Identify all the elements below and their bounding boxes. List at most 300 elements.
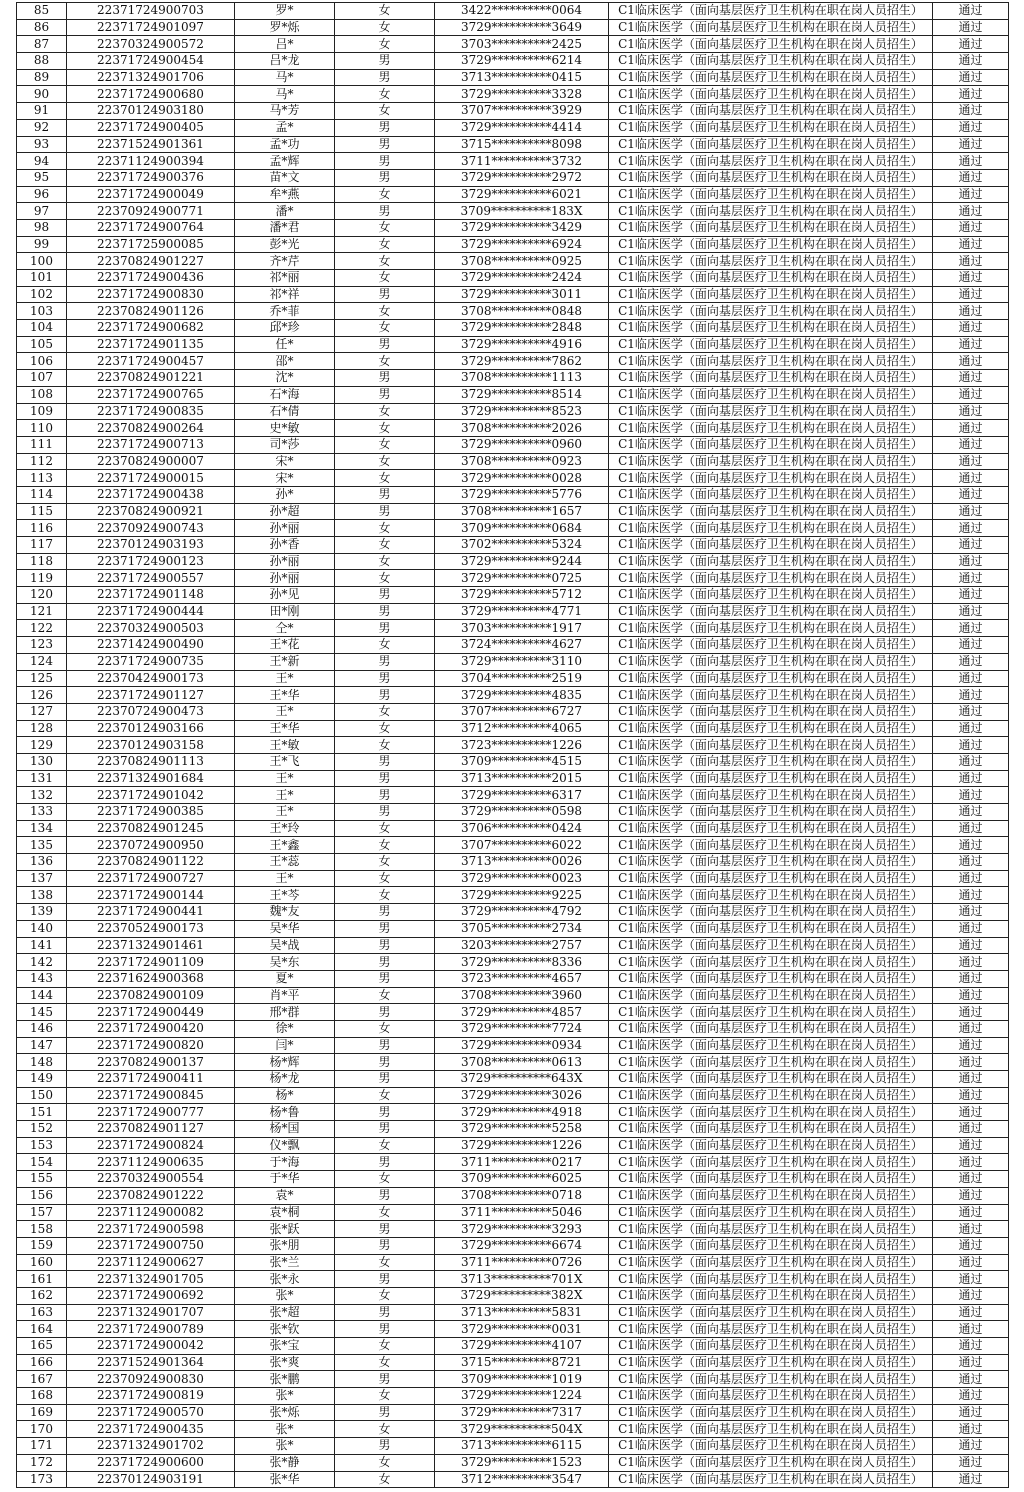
result-cell: 通过 — [933, 1137, 1009, 1154]
id-card-cell: 3702**********5324 — [435, 537, 609, 554]
row-number-cell: 117 — [17, 537, 67, 554]
result-cell: 通过 — [933, 1254, 1009, 1271]
name-cell: 王*华 — [235, 720, 335, 737]
row-number-cell: 140 — [17, 920, 67, 937]
table-row — [17, 69, 1009, 86]
program-cell: C1临床医学（面向基层医疗卫生机构在职在岗人员招生） — [609, 587, 933, 604]
exam-number-cell: 22370824901222 — [67, 1187, 235, 1204]
program-cell: C1临床医学（面向基层医疗卫生机构在职在岗人员招生） — [609, 987, 933, 1004]
table-row — [17, 1304, 1009, 1321]
exam-number-cell: 22371724900713 — [67, 436, 235, 453]
row-number-cell: 128 — [17, 720, 67, 737]
table-row — [17, 286, 1009, 303]
row-number-cell: 166 — [17, 1354, 67, 1371]
exam-number-cell: 22371724900789 — [67, 1321, 235, 1338]
gender-cell: 女 — [335, 403, 435, 420]
program-cell: C1临床医学（面向基层医疗卫生机构在职在岗人员招生） — [609, 1254, 933, 1271]
row-number-cell: 123 — [17, 637, 67, 654]
result-cell: 通过 — [933, 119, 1009, 136]
name-cell: 张* — [235, 1438, 335, 1455]
table-row — [17, 1287, 1009, 1304]
gender-cell: 女 — [335, 3, 435, 20]
row-number-cell: 129 — [17, 737, 67, 754]
row-number-cell: 102 — [17, 286, 67, 303]
row-number-cell: 113 — [17, 470, 67, 487]
gender-cell: 女 — [335, 737, 435, 754]
name-cell: 张*朋 — [235, 1237, 335, 1254]
id-card-cell: 3729**********6674 — [435, 1237, 609, 1254]
row-number-cell: 169 — [17, 1404, 67, 1421]
id-card-cell: 3713**********0026 — [435, 854, 609, 871]
gender-cell: 男 — [335, 1187, 435, 1204]
table-row — [17, 787, 1009, 804]
gender-cell: 男 — [335, 920, 435, 937]
result-cell: 通过 — [933, 1020, 1009, 1037]
gender-cell: 女 — [335, 1171, 435, 1188]
gender-cell: 女 — [335, 353, 435, 370]
result-cell: 通过 — [933, 186, 1009, 203]
table-row — [17, 1254, 1009, 1271]
row-number-cell: 124 — [17, 653, 67, 670]
gender-cell: 男 — [335, 1304, 435, 1321]
result-cell: 通过 — [933, 1237, 1009, 1254]
table-row — [17, 637, 1009, 654]
row-number-cell: 159 — [17, 1237, 67, 1254]
result-cell: 通过 — [933, 286, 1009, 303]
result-cell: 通过 — [933, 653, 1009, 670]
row-number-cell: 126 — [17, 687, 67, 704]
table-row — [17, 703, 1009, 720]
gender-cell: 男 — [335, 1371, 435, 1388]
exam-number-cell: 22371724900557 — [67, 570, 235, 587]
program-cell: C1临床医学（面向基层医疗卫生机构在职在岗人员招生） — [609, 553, 933, 570]
row-number-cell: 132 — [17, 787, 67, 804]
name-cell: 王*敏 — [235, 737, 335, 754]
gender-cell: 男 — [335, 1404, 435, 1421]
result-cell: 通过 — [933, 336, 1009, 353]
program-cell: C1临床医学（面向基层医疗卫生机构在职在岗人员招生） — [609, 1388, 933, 1405]
name-cell: 孟*辉 — [235, 153, 335, 170]
table-row — [17, 553, 1009, 570]
table-row — [17, 720, 1009, 737]
table-row — [17, 1204, 1009, 1221]
table-row — [17, 19, 1009, 36]
id-card-cell: 3729**********5258 — [435, 1121, 609, 1138]
exam-number-cell: 22371124900635 — [67, 1154, 235, 1171]
row-number-cell: 173 — [17, 1471, 67, 1488]
name-cell: 魏*友 — [235, 904, 335, 921]
program-cell: C1临床医学（面向基层医疗卫生机构在职在岗人员招生） — [609, 386, 933, 403]
name-cell: 马* — [235, 86, 335, 103]
row-number-cell: 101 — [17, 270, 67, 287]
table-row — [17, 119, 1009, 136]
table-row — [17, 353, 1009, 370]
gender-cell: 男 — [335, 169, 435, 186]
result-cell: 通过 — [933, 870, 1009, 887]
id-card-cell: 3729**********1523 — [435, 1454, 609, 1471]
name-cell: 吕*龙 — [235, 53, 335, 70]
roster-body — [17, 3, 1009, 1488]
row-number-cell: 121 — [17, 603, 67, 620]
exam-number-cell: 22371524901361 — [67, 136, 235, 153]
id-card-cell: 3729**********5776 — [435, 486, 609, 503]
row-number-cell: 88 — [17, 53, 67, 70]
program-cell: C1临床医学（面向基层医疗卫生机构在职在岗人员招生） — [609, 1371, 933, 1388]
id-card-cell: 3707**********6727 — [435, 703, 609, 720]
gender-cell: 男 — [335, 753, 435, 770]
result-cell: 通过 — [933, 687, 1009, 704]
result-cell: 通过 — [933, 219, 1009, 236]
name-cell: 石*海 — [235, 386, 335, 403]
exam-number-cell: 22370724900950 — [67, 837, 235, 854]
row-number-cell: 143 — [17, 970, 67, 987]
program-cell: C1临床医学（面向基层医疗卫生机构在职在岗人员招生） — [609, 620, 933, 637]
id-card-cell: 3729**********0023 — [435, 870, 609, 887]
name-cell: 张*爽 — [235, 1354, 335, 1371]
id-card-cell: 3711**********3732 — [435, 153, 609, 170]
name-cell: 张*钦 — [235, 1321, 335, 1338]
gender-cell: 男 — [335, 153, 435, 170]
program-cell: C1临床医学（面向基层医疗卫生机构在职在岗人员招生） — [609, 1438, 933, 1455]
program-cell: C1临床医学（面向基层医疗卫生机构在职在岗人员招生） — [609, 687, 933, 704]
exam-number-cell: 22370824900921 — [67, 503, 235, 520]
id-card-cell: 3708**********0613 — [435, 1054, 609, 1071]
row-number-cell: 111 — [17, 436, 67, 453]
exam-number-cell: 22370924900830 — [67, 1371, 235, 1388]
name-cell: 孙*见 — [235, 587, 335, 604]
gender-cell: 男 — [335, 1271, 435, 1288]
id-card-cell: 3729**********3328 — [435, 86, 609, 103]
name-cell: 杨*鲁 — [235, 1104, 335, 1121]
name-cell: 于*华 — [235, 1171, 335, 1188]
exam-number-cell: 22371724900750 — [67, 1237, 235, 1254]
row-number-cell: 94 — [17, 153, 67, 170]
table-row — [17, 1104, 1009, 1121]
program-cell: C1临床医学（面向基层医疗卫生机构在职在岗人员招生） — [609, 787, 933, 804]
program-cell: C1临床医学（面向基层医疗卫生机构在职在岗人员招生） — [609, 403, 933, 420]
name-cell: 齐*芹 — [235, 253, 335, 270]
row-number-cell: 157 — [17, 1204, 67, 1221]
table-row — [17, 1154, 1009, 1171]
result-cell: 通过 — [933, 1388, 1009, 1405]
gender-cell: 女 — [335, 1287, 435, 1304]
gender-cell: 女 — [335, 1354, 435, 1371]
name-cell: 杨*辉 — [235, 1054, 335, 1071]
row-number-cell: 138 — [17, 887, 67, 904]
name-cell: 张*超 — [235, 1304, 335, 1321]
gender-cell: 男 — [335, 370, 435, 387]
table-row — [17, 987, 1009, 1004]
result-cell: 通过 — [933, 1171, 1009, 1188]
program-cell: C1临床医学（面向基层医疗卫生机构在职在岗人员招生） — [609, 837, 933, 854]
name-cell: 王*玲 — [235, 820, 335, 837]
name-cell: 张* — [235, 1421, 335, 1438]
gender-cell: 女 — [335, 470, 435, 487]
name-cell: 罗*烁 — [235, 19, 335, 36]
exam-number-cell: 22371724900830 — [67, 286, 235, 303]
result-cell: 通过 — [933, 453, 1009, 470]
result-cell: 通过 — [933, 19, 1009, 36]
program-cell: C1临床医学（面向基层医疗卫生机构在职在岗人员招生） — [609, 1404, 933, 1421]
program-cell: C1临床医学（面向基层医疗卫生机构在职在岗人员招生） — [609, 1237, 933, 1254]
name-cell: 孙*丽 — [235, 570, 335, 587]
row-number-cell: 100 — [17, 253, 67, 270]
name-cell: 王* — [235, 770, 335, 787]
name-cell: 司*莎 — [235, 436, 335, 453]
exam-number-cell: 22370524900173 — [67, 920, 235, 937]
name-cell: 徐* — [235, 1020, 335, 1037]
id-card-cell: 3729**********3011 — [435, 286, 609, 303]
result-cell: 通过 — [933, 603, 1009, 620]
result-cell: 通过 — [933, 1471, 1009, 1488]
name-cell: 王*华 — [235, 687, 335, 704]
row-number-cell: 114 — [17, 486, 67, 503]
table-row — [17, 253, 1009, 270]
table-row — [17, 436, 1009, 453]
table-row — [17, 1071, 1009, 1088]
result-cell: 通过 — [933, 1221, 1009, 1238]
exam-number-cell: 22370824901127 — [67, 1121, 235, 1138]
exam-number-cell: 22371724900449 — [67, 1004, 235, 1021]
id-card-cell: 3715**********8098 — [435, 136, 609, 153]
row-number-cell: 137 — [17, 870, 67, 887]
name-cell: 吕* — [235, 36, 335, 53]
gender-cell: 女 — [335, 303, 435, 320]
table-row — [17, 1187, 1009, 1204]
result-cell: 通过 — [933, 637, 1009, 654]
table-row — [17, 1271, 1009, 1288]
exam-number-cell: 22371324901684 — [67, 770, 235, 787]
program-cell: C1临床医学（面向基层医疗卫生机构在职在岗人员招生） — [609, 1054, 933, 1071]
id-card-cell: 3729**********3429 — [435, 219, 609, 236]
result-cell: 通过 — [933, 486, 1009, 503]
id-card-cell: 3711**********0217 — [435, 1154, 609, 1171]
gender-cell: 女 — [335, 436, 435, 453]
id-card-cell: 3729**********8336 — [435, 954, 609, 971]
gender-cell: 男 — [335, 1221, 435, 1238]
result-cell: 通过 — [933, 553, 1009, 570]
gender-cell: 男 — [335, 603, 435, 620]
gender-cell: 男 — [335, 620, 435, 637]
gender-cell: 女 — [335, 219, 435, 236]
name-cell: 王* — [235, 670, 335, 687]
name-cell: 于*海 — [235, 1154, 335, 1171]
id-card-cell: 3729**********4835 — [435, 687, 609, 704]
exam-number-cell: 22371324901706 — [67, 69, 235, 86]
program-cell: C1临床医学（面向基层医疗卫生机构在职在岗人员招生） — [609, 520, 933, 537]
program-cell: C1临床医学（面向基层医疗卫生机构在职在岗人员招生） — [609, 203, 933, 220]
row-number-cell: 167 — [17, 1371, 67, 1388]
table-row — [17, 770, 1009, 787]
id-card-cell: 3708**********1113 — [435, 370, 609, 387]
result-cell: 通过 — [933, 1204, 1009, 1221]
table-row — [17, 219, 1009, 236]
exam-number-cell: 22371524901364 — [67, 1354, 235, 1371]
result-cell: 通过 — [933, 420, 1009, 437]
table-row — [17, 1037, 1009, 1054]
gender-cell: 男 — [335, 1237, 435, 1254]
name-cell: 苗*文 — [235, 169, 335, 186]
row-number-cell: 125 — [17, 670, 67, 687]
gender-cell: 男 — [335, 386, 435, 403]
id-card-cell: 3711**********5046 — [435, 1204, 609, 1221]
id-card-cell: 3203**********2757 — [435, 937, 609, 954]
id-card-cell: 3729**********0028 — [435, 470, 609, 487]
table-row — [17, 336, 1009, 353]
program-cell: C1临床医学（面向基层医疗卫生机构在职在岗人员招生） — [609, 1154, 933, 1171]
id-card-cell: 3729**********7317 — [435, 1404, 609, 1421]
gender-cell: 女 — [335, 637, 435, 654]
program-cell: C1临床医学（面向基层医疗卫生机构在职在岗人员招生） — [609, 737, 933, 754]
id-card-cell: 3729**********7724 — [435, 1020, 609, 1037]
id-card-cell: 3724**********4627 — [435, 637, 609, 654]
row-number-cell: 122 — [17, 620, 67, 637]
id-card-cell: 3707**********3929 — [435, 103, 609, 120]
id-card-cell: 3729**********3026 — [435, 1087, 609, 1104]
id-card-cell: 3709**********0684 — [435, 520, 609, 537]
gender-cell: 男 — [335, 770, 435, 787]
row-number-cell: 172 — [17, 1454, 67, 1471]
name-cell: 潘* — [235, 203, 335, 220]
table-row — [17, 653, 1009, 670]
gender-cell: 女 — [335, 854, 435, 871]
row-number-cell: 141 — [17, 937, 67, 954]
result-cell: 通过 — [933, 1037, 1009, 1054]
gender-cell: 男 — [335, 203, 435, 220]
result-cell: 通过 — [933, 670, 1009, 687]
result-cell: 通过 — [933, 770, 1009, 787]
id-card-cell: 3729**********9225 — [435, 887, 609, 904]
program-cell: C1临床医学（面向基层医疗卫生机构在职在岗人员招生） — [609, 153, 933, 170]
id-card-cell: 3729**********0934 — [435, 1037, 609, 1054]
result-cell: 通过 — [933, 69, 1009, 86]
row-number-cell: 131 — [17, 770, 67, 787]
id-card-cell: 3729**********3293 — [435, 1221, 609, 1238]
exam-number-cell: 22370824901227 — [67, 253, 235, 270]
program-cell: C1临床医学（面向基层医疗卫生机构在职在岗人员招生） — [609, 1454, 933, 1471]
id-card-cell: 3729**********4107 — [435, 1338, 609, 1355]
row-number-cell: 91 — [17, 103, 67, 120]
program-cell: C1临床医学（面向基层医疗卫生机构在职在岗人员招生） — [609, 1471, 933, 1488]
exam-number-cell: 22371724901148 — [67, 587, 235, 604]
row-number-cell: 163 — [17, 1304, 67, 1321]
name-cell: 王*蕊 — [235, 854, 335, 871]
program-cell: C1临床医学（面向基层医疗卫生机构在职在岗人员招生） — [609, 53, 933, 70]
name-cell: 王* — [235, 787, 335, 804]
exam-number-cell: 22371724900457 — [67, 353, 235, 370]
program-cell: C1临床医学（面向基层医疗卫生机构在职在岗人员招生） — [609, 453, 933, 470]
row-number-cell: 95 — [17, 169, 67, 186]
id-card-cell: 3729**********0960 — [435, 436, 609, 453]
row-number-cell: 93 — [17, 136, 67, 153]
row-number-cell: 148 — [17, 1054, 67, 1071]
result-cell: 通过 — [933, 1187, 1009, 1204]
program-cell: C1临床医学（面向基层医疗卫生机构在职在岗人员招生） — [609, 870, 933, 887]
gender-cell: 女 — [335, 420, 435, 437]
exam-number-cell: 22371724900692 — [67, 1287, 235, 1304]
exam-number-cell: 22371724900824 — [67, 1137, 235, 1154]
program-cell: C1临床医学（面向基层医疗卫生机构在职在岗人员招生） — [609, 86, 933, 103]
result-cell: 通过 — [933, 1271, 1009, 1288]
program-cell: C1临床医学（面向基层医疗卫生机构在职在岗人员招生） — [609, 804, 933, 821]
id-card-cell: 3708**********1657 — [435, 503, 609, 520]
name-cell: 孟*功 — [235, 136, 335, 153]
row-number-cell: 170 — [17, 1421, 67, 1438]
id-card-cell: 3729**********5712 — [435, 587, 609, 604]
gender-cell: 女 — [335, 1087, 435, 1104]
name-cell: 王*飞 — [235, 753, 335, 770]
program-cell: C1临床医学（面向基层医疗卫生机构在职在岗人员招生） — [609, 253, 933, 270]
result-cell: 通过 — [933, 370, 1009, 387]
exam-number-cell: 22371724900420 — [67, 1020, 235, 1037]
exam-number-cell: 22371724900765 — [67, 386, 235, 403]
name-cell: 王*花 — [235, 637, 335, 654]
table-row — [17, 303, 1009, 320]
program-cell: C1临床医学（面向基层医疗卫生机构在职在岗人员招生） — [609, 286, 933, 303]
row-number-cell: 104 — [17, 320, 67, 337]
exam-number-cell: 22371724900735 — [67, 653, 235, 670]
exam-number-cell: 22371124900082 — [67, 1204, 235, 1221]
program-cell: C1临床医学（面向基层医疗卫生机构在职在岗人员招生） — [609, 303, 933, 320]
row-number-cell: 108 — [17, 386, 67, 403]
exam-number-cell: 22371724900405 — [67, 119, 235, 136]
id-card-cell: 3707**********6022 — [435, 837, 609, 854]
name-cell: 张*静 — [235, 1454, 335, 1471]
program-cell: C1临床医学（面向基层医疗卫生机构在职在岗人员招生） — [609, 820, 933, 837]
exam-number-cell: 22371724900042 — [67, 1338, 235, 1355]
result-cell: 通过 — [933, 169, 1009, 186]
program-cell: C1临床医学（面向基层医疗卫生机构在职在岗人员招生） — [609, 336, 933, 353]
name-cell: 张*宝 — [235, 1338, 335, 1355]
gender-cell: 女 — [335, 186, 435, 203]
gender-cell: 女 — [335, 253, 435, 270]
result-cell: 通过 — [933, 1121, 1009, 1138]
id-card-cell: 3723**********1226 — [435, 737, 609, 754]
id-card-cell: 3729**********3110 — [435, 653, 609, 670]
table-row — [17, 970, 1009, 987]
exam-number-cell: 22370824901245 — [67, 820, 235, 837]
row-number-cell: 165 — [17, 1338, 67, 1355]
row-number-cell: 152 — [17, 1121, 67, 1138]
id-card-cell: 3729**********6317 — [435, 787, 609, 804]
id-card-cell: 3713**********0415 — [435, 69, 609, 86]
result-cell: 通过 — [933, 86, 1009, 103]
exam-number-cell: 22370324900572 — [67, 36, 235, 53]
id-card-cell: 3706**********0424 — [435, 820, 609, 837]
exam-number-cell: 22370924900771 — [67, 203, 235, 220]
name-cell: 邢*群 — [235, 1004, 335, 1021]
program-cell: C1临床医学（面向基层医疗卫生机构在职在岗人员招生） — [609, 937, 933, 954]
row-number-cell: 105 — [17, 336, 67, 353]
name-cell: 杨*国 — [235, 1121, 335, 1138]
row-number-cell: 89 — [17, 69, 67, 86]
program-cell: C1临床医学（面向基层医疗卫生机构在职在岗人员招生） — [609, 670, 933, 687]
result-cell: 通过 — [933, 53, 1009, 70]
exam-number-cell: 22370924900743 — [67, 520, 235, 537]
name-cell: 王*鑫 — [235, 837, 335, 854]
table-row — [17, 420, 1009, 437]
program-cell: C1临床医学（面向基层医疗卫生机构在职在岗人员招生） — [609, 436, 933, 453]
id-card-cell: 3729**********0031 — [435, 1321, 609, 1338]
row-number-cell: 144 — [17, 987, 67, 1004]
result-cell: 通过 — [933, 537, 1009, 554]
table-row — [17, 1321, 1009, 1338]
gender-cell: 男 — [335, 653, 435, 670]
row-number-cell: 153 — [17, 1137, 67, 1154]
id-card-cell: 3729**********382X — [435, 1287, 609, 1304]
exam-number-cell: 22371324901461 — [67, 937, 235, 954]
exam-number-cell: 22370124903193 — [67, 537, 235, 554]
